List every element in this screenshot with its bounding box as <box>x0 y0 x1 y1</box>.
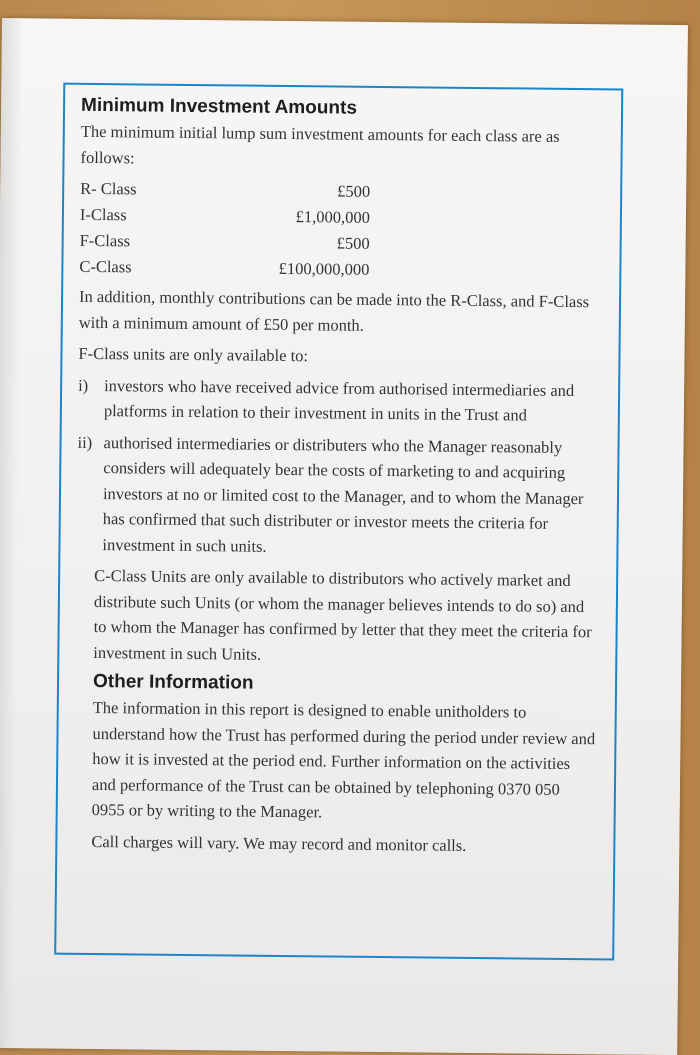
section-title-minimum-investment: Minimum Investment Amounts <box>80 94 358 119</box>
monthly-paragraph: In addition, monthly contributions can be made into the R-Class, and F-Class with a minimum amount of £50 per month. <box>78 286 590 335</box>
intro-paragraph: The minimum initial lump sum investment amounts for each class are as follows: <box>80 121 560 167</box>
cclass-paragraph: C-Class Units are only available to distributors who actively market and distribute such Units (or whom the manager believes intends to do so) and to whom the Manager has confirmed by letter that they meet the criteria for investment in such Units. <box>93 565 592 664</box>
class-row <box>80 176 370 205</box>
booklet-page <box>0 18 688 1055</box>
class-name: F-Class <box>79 230 131 251</box>
class-name: C-Class <box>79 256 132 277</box>
section-title-other-information: Other Information <box>92 670 254 694</box>
list-text: authorised intermediaries or distributers who the Manager reasonably considers will adequately bear the costs of marketing to and acquiring investors at no or limited cost to the Manager, and to whom the Manager has confirmed that such distributer or investor meets the criteria for investment in such units. <box>102 432 584 556</box>
class-name: I-Class <box>79 204 127 225</box>
class-amount: £1,000,000 <box>295 207 371 227</box>
fclass-intro: F-Class units are only available to: <box>78 343 309 366</box>
list-marker: ii) <box>77 432 93 452</box>
fclass-list <box>76 372 600 562</box>
class-amount: £500 <box>337 181 371 201</box>
call-charges-paragraph: Call charges will vary. We may record and monitor calls. <box>91 831 467 855</box>
page-fold-shadow <box>0 18 24 1048</box>
class-amount: £500 <box>336 233 370 253</box>
list-item <box>78 372 601 428</box>
list-item <box>76 429 599 562</box>
other-info-paragraph: The information in this report is designed to enable unitholders to understand how the Trust has performed during the period under review and how it is invested at the period end. Further information on the activities and performance of the Trust can be obtained by telephoning 0370 050 0955 or by writing to the Manager. <box>91 697 596 822</box>
class-row <box>80 202 370 231</box>
list-text: investors who have received advice from authorised intermediaries and platforms in relation to their investment in units in the Trust and <box>103 375 575 425</box>
class-amount: £100,000,000 <box>278 258 370 279</box>
info-box <box>54 83 623 961</box>
class-row <box>80 228 370 257</box>
class-row <box>79 254 369 283</box>
class-name: R- Class <box>80 178 137 199</box>
list-marker: i) <box>78 375 89 395</box>
class-table <box>79 176 370 283</box>
